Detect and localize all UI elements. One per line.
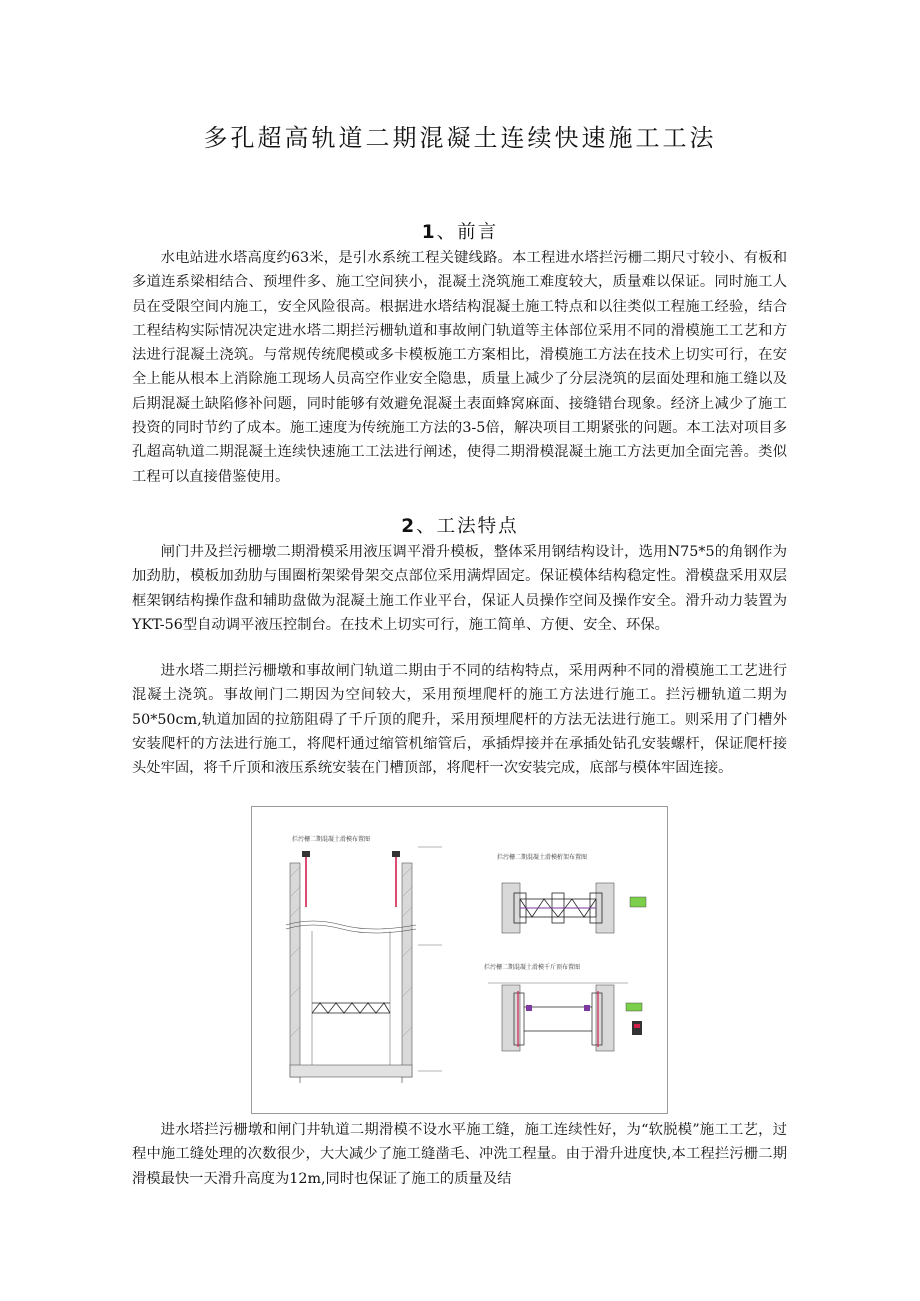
section-heading-1	[0, 218, 920, 244]
jack-marker	[584, 1005, 590, 1011]
jack-plan-wall-left	[502, 985, 520, 1051]
paragraph: 闸门井及拦污栅墩二期滑模采用液压调平滑升模板，整体采用钢结构设计，选用N75*5的角钢作为加劲肋，模板加劲肋与围圈桁架梁骨架交点部位采用满焊固定。保证模体结构稳定性。滑模盘采用双层框架钢结构操作盘和辅助盘做为混凝土施工作业平台，保证人员操作空间及操作安全。滑升动力装置为YKT-56型自动调平液压控制台。在技术上切实可行，施工简单、方便、安全、环保。	[132, 544, 787, 633]
jack-right	[392, 851, 400, 857]
document-title: 多孔超高轨道二期混凝土连续快速施工工法	[203, 124, 717, 152]
right-bottom-drawing-title: 拦污栅二期混凝土滑模千斤顶布置图	[484, 964, 581, 971]
paragraph: 进水塔二期拦污栅墩和事故闸门轨道二期由于不同的结构特点，采用两种不同的滑模施工工艺进行混凝土浇筑。事故闸门二期因为空间较大，采用预埋爬杆的施工方法进行施工。拦污栅轨道二期为50*50cm,轨道加固的拉筋阻碍了千斤顶的爬升，采用预埋爬杆的方法无法进行施工。则采用了门槽外安装爬杆的方法进行施工，将爬杆通过缩管机缩管后，承插焊接并在承插处钻孔安装螺杆，保证爬杆接头处牢固，将千斤顶和液压系统安装在门槽顶部，将爬杆一次安装完成，底部与模体牢固连接。	[132, 663, 787, 777]
section-number: 2	[401, 516, 417, 537]
truss-beam	[312, 1003, 390, 1013]
jack-marker	[526, 1005, 532, 1011]
left-drawing-title: 拦污栅二期混凝土滑模布置图	[292, 836, 371, 843]
bottom-slab	[290, 1065, 412, 1077]
paragraph: 水电站进水塔高度约63米，是引水系统工程关键线路。本工程进水塔拦污栅二期尺寸较小、有板和多道连系梁相结合、预埋件多、施工空间狭小，混凝土浇筑施工难度较大，质量难以保证。同时施工人员在受限空间内施工，安全风险很高。根据进水塔结构混凝土施工特点和以往类似工程施工经验，结合工程结构实际情况决定进水塔二期拦污栅轨道和事故闸门轨道等主体部位采用不同的滑模施工工艺和方法进行混凝土浇筑。与常规传统爬模或多卡模板施工方案相比，滑模施工方法在技术上切实可行，在安全上能从根本上消除施工现场人员高空作业安全隐患，质量上减少了分层浇筑的层面处理和施工缝以及后期混凝土缺陷修补问题，同时能够有效避免混凝土表面蜂窝麻面、接缝错台现象。经济上减少了施工投资的同时节约了成本。施工速度为传统施工方法的3-5倍，解决项目工期紧张的问题。本工法对项目多孔超高轨道二期混凝土连续快速施工工法进行阐述，使得二期滑模混凝土施工方法更加全面完善。类似工程可以直接借鉴使用。	[132, 250, 787, 485]
section-heading-text: 、前言	[436, 222, 499, 243]
section-heading-text: 、工法特点	[416, 516, 519, 537]
wall-hatching	[290, 867, 412, 1037]
green-legend-box	[626, 1003, 642, 1011]
left-wall	[290, 863, 300, 1077]
break-line	[286, 925, 416, 933]
right-wall	[402, 863, 412, 1077]
jack-plan-frame	[514, 993, 602, 1045]
plan-wall-right	[596, 883, 614, 933]
green-legend-box	[630, 897, 646, 907]
section-heading-2	[0, 512, 920, 538]
right-top-drawing-title: 拦污栅二期混凝土滑模桁架布置图	[497, 854, 588, 861]
section-number: 1	[421, 222, 437, 243]
engineering-drawing-figure	[251, 806, 668, 1114]
plan-wall-left	[502, 883, 520, 933]
slipform-layout-drawing	[252, 807, 667, 1113]
jack-left	[302, 851, 310, 857]
paragraph: 进水塔拦污栅墩和闸门井轨道二期滑模不设水平施工缝，施工连续性好，为“软脱模”施工工艺，过程中施工缝处理的次数很少，大大减少了施工缝凿毛、冲洗工程量。由于滑升进度快,本工程拦污栅二期滑模最快一天滑升高度为12m,同时也保证了施工的质量及结	[132, 1122, 787, 1187]
jack-plan-wall-right	[596, 985, 614, 1051]
legend-symbol	[634, 1024, 640, 1028]
